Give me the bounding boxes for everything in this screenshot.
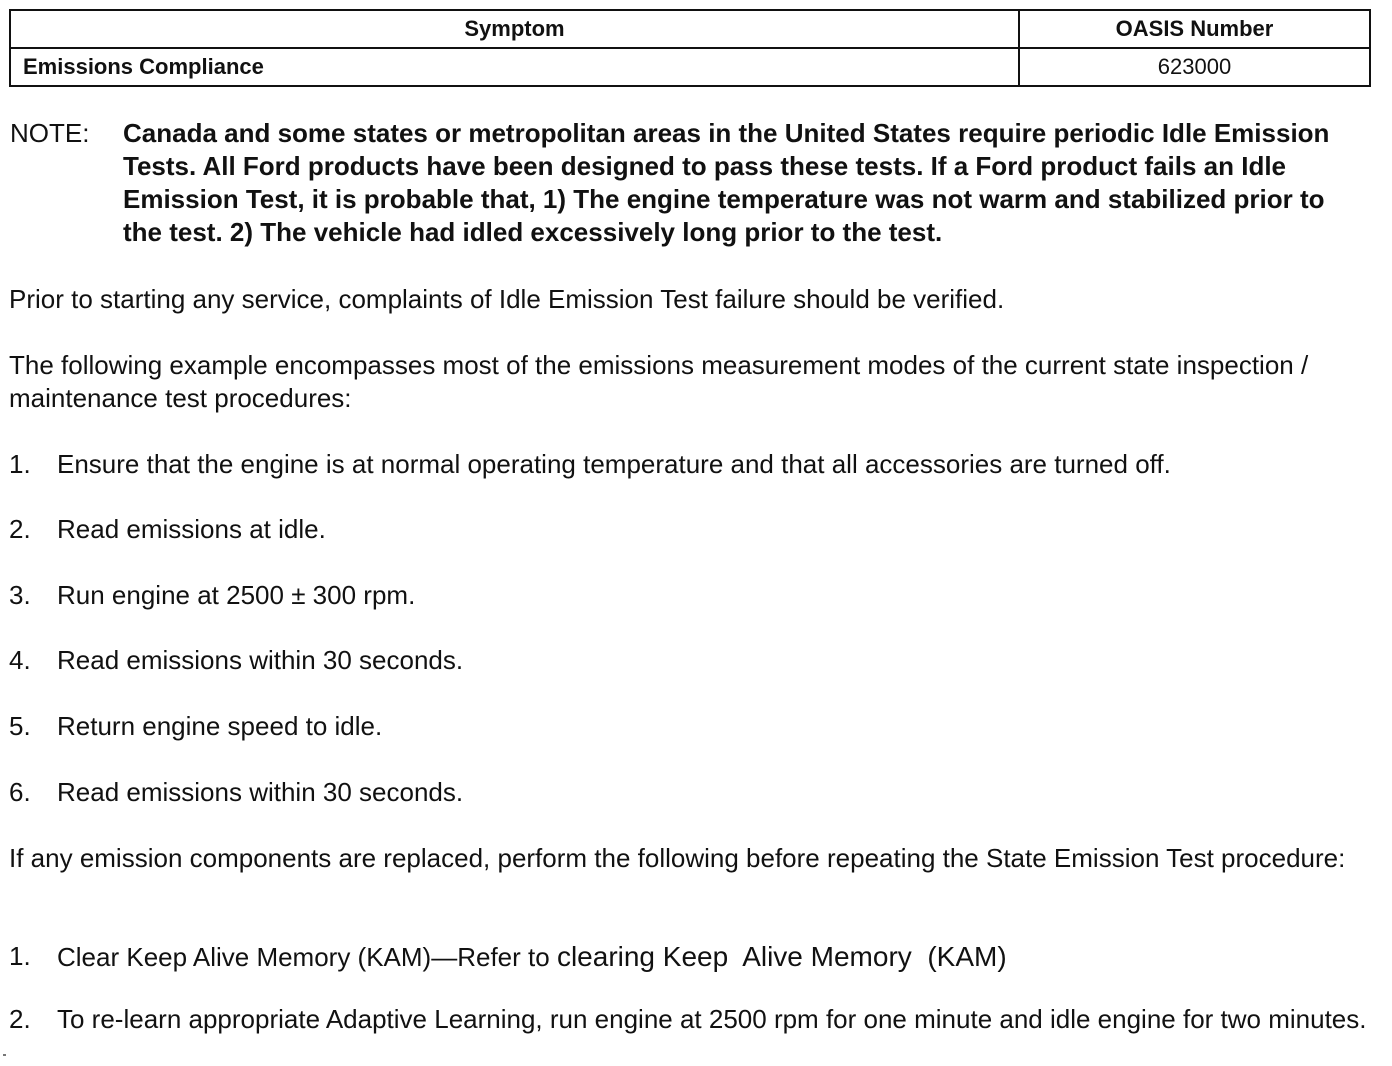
step-text-main: Clear Keep Alive Memory (KAM)—Refer to (57, 942, 550, 972)
repair-step (9, 1003, 1369, 1036)
note-block (10, 117, 1360, 249)
step-text: Run engine at 2500 ± 300 rpm. (57, 580, 416, 610)
step-number: 3. (9, 580, 31, 610)
step-number: 2. (9, 1004, 31, 1034)
replaced-paragraph: If any emission components are replaced, perform the following before repeating the State Emission Test procedure: (9, 843, 1346, 873)
symptom-header: Symptom (10, 10, 1019, 48)
step-text: Read emissions at idle. (57, 514, 326, 544)
repair-step (9, 940, 1369, 974)
step-text: Return engine speed to idle. (57, 711, 383, 741)
step-text: Read emissions within 30 seconds. (57, 645, 464, 675)
step-number: 5. (9, 711, 31, 741)
note-text: Canada and some states or metropolitan areas in the United States require periodic Idle Emission Tests. All Ford products have been designed to pass these tests. If a Ford product fails an Idle Emission Test, it is probable that, 1) The engine temperature was not warm and stabilized prior to the test. 2) The vehicle had idled excessively long prior to the test. (123, 118, 1330, 247)
test-step (9, 579, 1369, 612)
note-label: NOTE: (10, 118, 90, 148)
test-step (9, 710, 1369, 743)
test-step (9, 513, 1369, 546)
step-number: 1. (9, 941, 31, 971)
example-paragraph: The following example encompasses most of the emissions measurement modes of the current state inspection / maintenance test procedures: (9, 350, 1309, 413)
step-text: Ensure that the engine is at normal operating temperature and that all accessories are turned off. (57, 449, 1171, 479)
test-step (9, 776, 1369, 809)
step-number: 4. (9, 645, 31, 675)
scan-artifact (3, 1054, 6, 1056)
step-number: 2. (9, 514, 31, 544)
test-step (9, 448, 1369, 481)
oasis-number-header: OASIS Number (1019, 10, 1370, 48)
clearing-kam-link[interactable]: clearing Keep Alive Memory (KAM) (556, 941, 1007, 972)
symptom-value: Emissions Compliance (10, 48, 1019, 86)
table-row (10, 48, 1370, 86)
verify-paragraph: Prior to starting any service, complaints of Idle Emission Test failure should be verified. (9, 284, 1005, 314)
step-text (57, 940, 1369, 974)
step-number: 1. (9, 449, 31, 479)
step-text: To re-learn appropriate Adaptive Learning, run engine at 2500 rpm for one minute and idle engine for two minutes. (57, 1004, 1367, 1034)
symptom-table (9, 9, 1371, 87)
table-header-row (10, 10, 1370, 48)
oasis-number-value: 623000 (1019, 48, 1370, 86)
step-text: Read emissions within 30 seconds. (57, 777, 464, 807)
step-number: 6. (9, 777, 31, 807)
test-step (9, 644, 1369, 677)
